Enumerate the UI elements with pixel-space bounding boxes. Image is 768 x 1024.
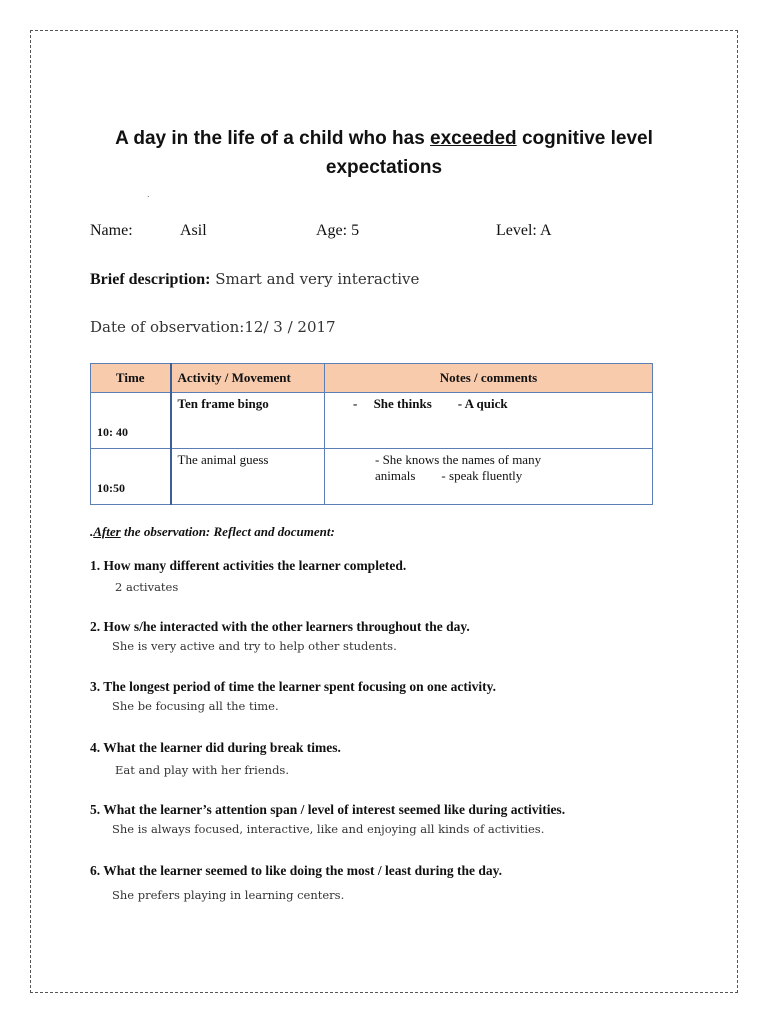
table-header-row bbox=[91, 364, 653, 393]
row-time: 10:50 bbox=[91, 449, 171, 505]
age-label: Age: 5 bbox=[316, 222, 360, 239]
level-label: Level: A bbox=[496, 222, 552, 239]
answer-1: 2 activates bbox=[115, 580, 179, 594]
reflect-heading bbox=[90, 524, 335, 540]
notes-line: - She thinks - A quick bbox=[353, 396, 508, 411]
title-underlined-word: exceeded bbox=[430, 128, 517, 149]
name-value: Asil bbox=[180, 222, 207, 239]
row-activity: The animal guess bbox=[171, 449, 325, 505]
title-part-2: cognitive level expectations bbox=[325, 128, 653, 178]
answer-5: She is always focused, interactive, like and enjoying all kinds of activities. bbox=[112, 822, 545, 836]
brief-value: Smart and very interactive bbox=[210, 270, 420, 288]
info-row bbox=[90, 222, 690, 246]
notes-line: animals - speak fluently bbox=[375, 468, 523, 483]
reflect-underlined: After bbox=[93, 524, 121, 539]
table-row bbox=[91, 449, 653, 505]
brief-description bbox=[90, 270, 419, 289]
name-label: Name: bbox=[90, 222, 133, 239]
row-notes bbox=[325, 393, 653, 449]
question-6: 6. What the learner seemed to like doing the most / least during the day. bbox=[90, 863, 502, 878]
answer-4: Eat and play with her friends. bbox=[115, 763, 289, 777]
question-2: 2. How s/he interacted with the other learners throughout the day. bbox=[90, 619, 470, 634]
observation-table bbox=[90, 363, 653, 505]
row-notes bbox=[325, 449, 653, 505]
reflect-prefix: . bbox=[90, 524, 94, 539]
question-1: 1. How many different activities the learner completed. bbox=[90, 558, 407, 573]
reflect-rest: the observation: Reflect and document: bbox=[120, 524, 335, 539]
stray-dot: . bbox=[147, 190, 150, 199]
header-time: Time bbox=[91, 364, 171, 393]
header-notes: Notes / comments bbox=[325, 364, 653, 393]
header-activity: Activity / Movement bbox=[171, 364, 325, 393]
question-5: 5. What the learner’s attention span / level of interest seemed like during activities. bbox=[90, 802, 566, 817]
table-row bbox=[91, 393, 653, 449]
answer-2: She is very active and try to help other students. bbox=[112, 639, 397, 653]
question-3: 3. The longest period of time the learner spent focusing on one activity. bbox=[90, 679, 496, 694]
question-4: 4. What the learner did during break times. bbox=[90, 740, 341, 755]
answer-3: She be focusing all the time. bbox=[112, 699, 279, 713]
notes-line: - She knows the names of many bbox=[375, 452, 542, 467]
document-title bbox=[60, 124, 708, 182]
answer-6: She prefers playing in learning centers. bbox=[112, 888, 345, 902]
row-time: 10: 40 bbox=[91, 393, 171, 449]
title-part-1: A day in the life of a child who has bbox=[115, 128, 431, 149]
brief-label: Brief description: bbox=[90, 271, 211, 288]
date-of-observation: Date of observation:12/ 3 / 2017 bbox=[90, 318, 336, 336]
row-activity: Ten frame bingo bbox=[171, 393, 325, 449]
